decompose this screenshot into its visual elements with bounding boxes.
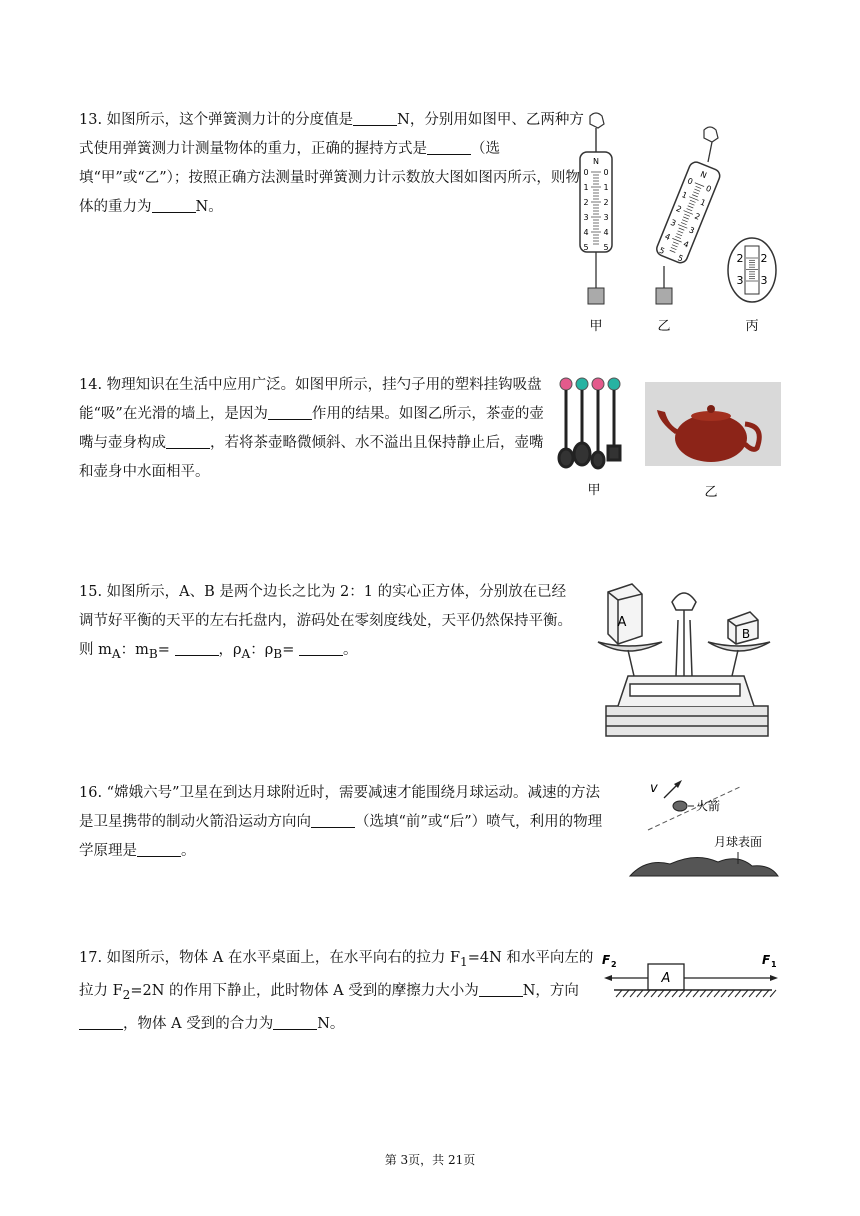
question-number: 15. (79, 584, 103, 600)
force-subscript: 1 (771, 960, 777, 969)
tick-label: 3 (583, 213, 589, 222)
tick-label: 0 (704, 183, 713, 194)
subscript: A (111, 646, 121, 661)
ground-hatch (651, 990, 657, 997)
rocket-moon-figure (626, 776, 782, 884)
tick-label: 4 (682, 239, 691, 250)
figure-label: 丙 (745, 319, 759, 334)
ground-hatch (728, 990, 734, 997)
subscript: 2 (122, 987, 131, 1002)
tick-label: 5 (603, 243, 609, 252)
question-16 (79, 779, 614, 866)
spoons (559, 390, 620, 468)
tick-label: 2 (760, 252, 768, 265)
figure-label: 乙 (657, 319, 671, 334)
question-text: = (157, 642, 175, 658)
ground-hatch (665, 990, 671, 997)
ground-hatch (630, 990, 636, 997)
question-number: 13. (79, 112, 103, 128)
ground-hatch (756, 990, 762, 997)
suction-cups (560, 378, 620, 390)
question-text: 如图所示，物体 A 在水平桌面上，在水平向右的拉力 F (106, 950, 461, 966)
answer-blank[interactable] (268, 405, 312, 420)
answer-blank[interactable] (299, 641, 343, 656)
question-text: ，ρ (218, 642, 242, 658)
ground-hatch (679, 990, 685, 997)
question-text: = (282, 642, 299, 658)
question-text: N，方向 (522, 982, 579, 999)
answer-blank[interactable] (353, 111, 397, 126)
question-text: N。 (195, 199, 223, 215)
ground-hatch (686, 990, 692, 997)
ground-hatch (672, 990, 678, 997)
tick-label: 5 (583, 243, 589, 252)
ground-hatch (735, 990, 741, 997)
ground-hatch (749, 990, 755, 997)
question-text: N，分别用如图甲、乙两种方式使用弹簧测力计测量物体的重力，正确的握持方式是 (79, 112, 584, 157)
subscript: B (273, 646, 283, 661)
figure-label: 乙 (704, 485, 718, 500)
question-text: =4N 和水平向左的拉力 F (79, 950, 594, 999)
question-text: 如图所示，这个弹簧测力计的分度值是 (106, 112, 354, 128)
tick-label: 0 (685, 176, 695, 187)
answer-blank[interactable] (166, 434, 210, 449)
ground-hatch (616, 990, 622, 997)
tick-label: 4 (663, 231, 672, 243)
answer-blank[interactable] (137, 842, 181, 857)
tick-label: 4 (583, 228, 589, 237)
answer-blank[interactable] (427, 140, 471, 155)
tick-label: 2 (736, 252, 744, 265)
ground-hatch (714, 990, 720, 997)
subscript: B (148, 646, 158, 661)
figure-label: 甲 (587, 483, 601, 498)
tick-label: 1 (680, 190, 689, 201)
tick-label: 2 (583, 198, 589, 207)
block-label: A (661, 971, 671, 986)
force-label-f2: F (602, 953, 611, 967)
ground-hatch (700, 990, 706, 997)
suction-hook-figure (556, 374, 636, 498)
spring-scale-yi (655, 127, 722, 334)
cube-label-b: B (741, 627, 751, 641)
force-label-f1: F (762, 953, 771, 967)
question-text: 如图所示，A、B 是两个边长之比为 2：1 的实心正方体，分别放在已经调节好平衡的天平的左右托盘内，游码处在零刻度线处，天平仍然保持平衡。则 m (79, 584, 572, 658)
question-13 (79, 106, 584, 222)
question-text: 。 (342, 642, 358, 658)
tick-label: 3 (736, 274, 744, 287)
tick-label: 3 (760, 274, 768, 287)
question-text: ：m (120, 642, 149, 658)
tick-label: 0 (583, 168, 589, 177)
ground-hatch (742, 990, 748, 997)
cube-label-a: A (617, 615, 627, 630)
ground-hatch (693, 990, 699, 997)
tick-label: 5 (676, 253, 685, 264)
question-14 (79, 371, 557, 487)
answer-blank[interactable] (273, 1015, 317, 1030)
tick-label: 3 (603, 213, 609, 222)
figure-label: 甲 (589, 319, 603, 334)
tick-label: 2 (603, 198, 609, 207)
answer-blank[interactable] (311, 813, 355, 828)
tick-label: 5 (657, 245, 666, 257)
subscript: A (241, 646, 251, 661)
answer-blank[interactable] (152, 198, 196, 213)
question-text: =2N 的作用下静止，此时物体 A 受到的摩擦力大小为 (130, 982, 479, 999)
question-text: 物理知识在生活中应用广泛。如图甲所示，挂勺子用的塑料挂钩吸盘能“吸”在光滑的墙上，是因为 (79, 377, 542, 422)
ground-hatch (637, 990, 643, 997)
force-diagram-figure (598, 950, 782, 1006)
unit-label: N (593, 157, 599, 166)
question-number: 16. (79, 785, 103, 801)
ground-hatch (644, 990, 650, 997)
balance-figure (588, 580, 782, 740)
spring-scale-jia (580, 113, 612, 334)
question-text: 。 (181, 843, 196, 859)
question-text: ，若将茶壶略微倾斜、水不溢出且保持静止后，壶嘴和壶身中水面相平。 (79, 435, 544, 480)
tick-label: 1 (698, 197, 707, 208)
tick-label: 1 (603, 183, 609, 192)
question-text: N。 (317, 1015, 345, 1032)
ground-hatch (707, 990, 713, 997)
tick-label: 3 (669, 217, 678, 229)
question-text: （选填“前”或“后”）喷气，利用的物理学原理是 (79, 814, 603, 859)
unit-label: N (698, 169, 708, 181)
subscript: 1 (460, 954, 468, 969)
velocity-label: v (650, 781, 658, 796)
question-17 (79, 944, 594, 1039)
answer-blank[interactable] (175, 641, 219, 656)
tick-label: 4 (603, 228, 609, 237)
question-text: ：ρ (250, 642, 274, 658)
ground-hatch (623, 990, 629, 997)
ground-hatch (658, 990, 664, 997)
question-text: “嫦娥六号”卫星在到达月球附近时，需要减速才能围绕月球运动。减速的方法是卫星携带的制动火箭沿运动方向向 (79, 785, 600, 830)
tick-label: 1 (583, 183, 589, 192)
tick-label: 2 (674, 204, 683, 215)
rocket-label: 火箭 (696, 799, 721, 813)
tick-label: 2 (693, 211, 702, 222)
ground-hatch (721, 990, 727, 997)
zoom-view-bing (728, 238, 776, 334)
teapot-figure (645, 382, 781, 500)
tick-label: 0 (603, 168, 609, 177)
ground-hatch (770, 990, 776, 997)
answer-blank[interactable] (479, 982, 523, 997)
page-footer: 第 3页，共 21页 (384, 1153, 476, 1167)
question-text: （选填“甲”或“乙”）；按照正确方法测量时弹簧测力计示数放大图如图丙所示，则物体的重力为 (79, 141, 580, 215)
moon-surface-label: 月球表面 (714, 835, 763, 849)
tick-label: 3 (687, 225, 696, 236)
force-subscript: 2 (611, 960, 617, 969)
ground-hatch (763, 990, 769, 997)
spring-scale-figure (568, 108, 788, 340)
question-number: 14. (79, 377, 103, 393)
answer-blank[interactable] (79, 1015, 123, 1030)
question-text: ，物体 A 受到的合力为 (123, 1015, 274, 1032)
question-15 (79, 578, 579, 669)
question-text: 作用的结果。如图乙所示，茶壶的壶嘴与壶身构成 (79, 406, 544, 451)
question-number: 17. (79, 950, 103, 966)
